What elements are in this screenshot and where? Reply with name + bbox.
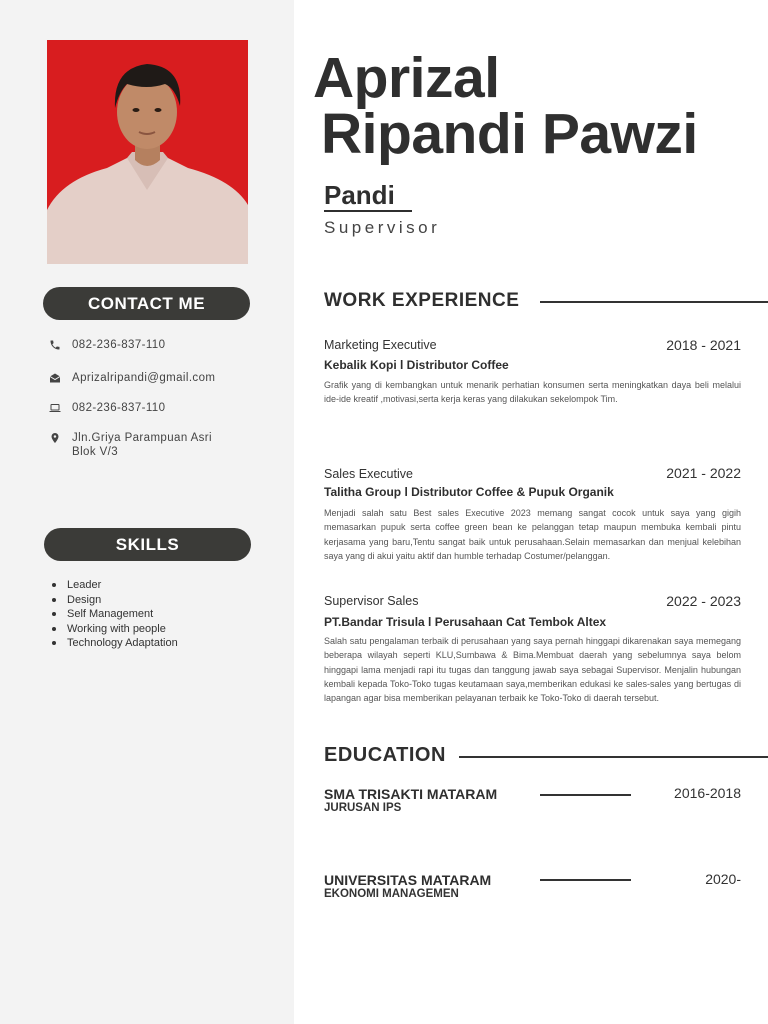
job-title: Sales Executive <box>324 467 413 481</box>
education-school: UNIVERSITAS MATARAM <box>324 872 492 888</box>
skill-item: Technology Adaptation <box>52 636 178 651</box>
job-title: Marketing Executive <box>324 338 437 352</box>
job-description: Grafik yang di kembangkan untuk menarik perhatian konsumen serta meningkatkan daya beli melalui ide-ide kreatif ,motivasi,serta kerja keras yang dilakukan sekelompok Tim. <box>324 380 741 405</box>
skills-list <box>52 578 178 651</box>
skill-item: Working with people <box>52 622 178 637</box>
contact-email[interactable] <box>48 371 215 385</box>
nickname: Pandi <box>324 180 395 210</box>
address-text: Jln.Griya Parampuan Asri Blok V/3 <box>72 432 212 458</box>
email-text: Aprizalripandi@gmail.com <box>72 372 216 384</box>
phone2-text: 082-236-837-110 <box>72 402 166 414</box>
work-experience-rule <box>540 301 768 303</box>
first-name: Aprizal <box>313 46 500 110</box>
education-heading: EDUCATION <box>324 744 446 766</box>
skill-item: Leader <box>52 578 178 593</box>
education-major: EKONOMI MANAGEMEN <box>324 888 459 900</box>
role-title: Supervisor <box>324 218 441 237</box>
job-description: Salah satu pengalaman terbaik di perusahaan yang saya pernah hinggapi dikarenakan saya memegang beberapa wilayah seperti KLU,Sumbawa & Bima.Membuat daerah yang sebelumnya saya belom hinggapi lama menjadi rapi itu tugas dan tanggung jawab saya sebagai Supervisor. Menjalin hubungan kembali kepada Toko-Toko tugas keutamaan saya,memberikan edukasi ke sales-sales yang bertugas di lapangan agar bisa memberikan pelayanan terbaik ke Toko-Toko di daerah tersebut. <box>324 636 741 704</box>
skills-heading: SKILLS <box>44 528 251 561</box>
map-pin-icon <box>48 431 62 445</box>
phone-text: 082-236-837-110 <box>72 339 166 351</box>
job-company: Kebalik Kopi l Distributor Coffee <box>324 358 509 372</box>
job-years: 2021 - 2022 <box>666 465 741 481</box>
contact-phone[interactable] <box>48 338 165 352</box>
phone-icon <box>48 338 62 352</box>
education-divider <box>540 794 631 796</box>
skill-item: Design <box>52 593 178 608</box>
job-title: Supervisor Sales <box>324 594 419 608</box>
job-company: PT.Bandar Trisula l Perusahaan Cat Tembok Altex <box>324 615 607 629</box>
work-experience-heading: WORK EXPERIENCE <box>324 290 520 311</box>
contact-phone-secondary[interactable] <box>48 401 165 415</box>
profile-photo <box>47 40 248 264</box>
education-years: 2016-2018 <box>674 785 741 801</box>
job-years: 2018 - 2021 <box>666 337 741 353</box>
education-major: JURUSAN IPS <box>324 802 402 814</box>
job-years: 2022 - 2023 <box>666 593 741 609</box>
job-description: Menjadi salah satu Best sales Executive 2023 memang sangat cocok untuk saya yang gigih memasarkan pupuk serta coffee green bean ke pelanggan tetap maupun membuka kembali pintu kerjasama yang baru,Tentu sangat baik untuk perusahaan.Selain memasarkan dan menjual kelebihan saya yang di akui yaitu aktif dan humble terhadap Costumer/pelanggan. <box>324 508 741 561</box>
laptop-icon <box>48 401 62 415</box>
education-divider <box>540 879 631 881</box>
contact-heading: CONTACT ME <box>43 287 250 320</box>
education-rule <box>459 756 768 758</box>
full-name <box>313 46 698 166</box>
nickname-underline <box>324 210 412 212</box>
skill-item: Self Management <box>52 607 178 622</box>
last-name: Ripandi Pawzi <box>321 102 698 166</box>
job-company: Talitha Group l Distributor Coffee & Pupuk Organik <box>324 485 614 499</box>
education-school: SMA TRISAKTI MATARAM <box>324 786 498 802</box>
contact-address <box>48 431 227 459</box>
education-years: 2020- <box>705 871 741 887</box>
envelope-icon <box>48 371 62 385</box>
